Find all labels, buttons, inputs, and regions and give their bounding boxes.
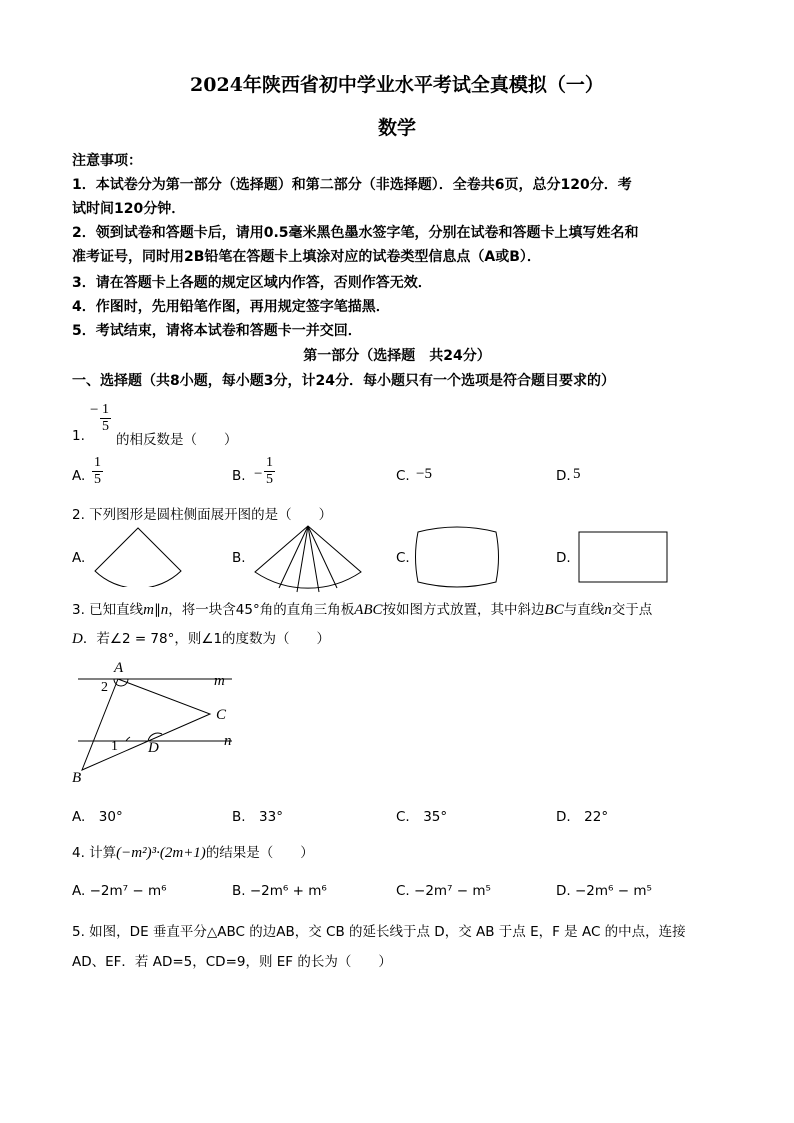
q1-option-d: 5 xyxy=(573,466,581,482)
q3-line1 xyxy=(72,598,652,619)
q3-t6: ．若∠2 = 78°，则∠1的度数为（ ） xyxy=(82,631,331,647)
q1-option-a xyxy=(92,455,103,488)
note-2a: 2．领到试卷和答题卡后，请用0.5毫米黑色墨水签字笔，分别在试卷和答题卡上填写姓名和 xyxy=(72,225,639,241)
fig-label-m: m xyxy=(214,673,225,689)
q5-line1: 5. 如图，DE 垂直平分△ABC 的边AB，交 CB 的延长线于点 D，交 AB 于点 E，F 是 AC 的中点，连接 xyxy=(72,924,686,940)
note-2b: 准考证号，同时用2B铅笔在答题卡上填涂对应的试卷类型信息点（A或B）． xyxy=(72,249,541,265)
q2-option-a-label: A. xyxy=(72,550,86,566)
q1-a-den: 5 xyxy=(94,472,101,487)
fig-label-b: B xyxy=(72,770,82,786)
q4-t1: 4. 计算 xyxy=(72,845,117,861)
page-title: 2024年陕西省初中学业水平考试全真模拟（一） xyxy=(190,74,604,96)
q1-b-num: 1 xyxy=(266,455,273,470)
fig-label-c: C xyxy=(216,707,227,723)
q3-t1: 3. 已知直线 xyxy=(72,602,144,618)
q1-b-den: 5 xyxy=(266,472,273,487)
q1-option-b xyxy=(264,455,275,488)
q3-n: n xyxy=(160,602,169,618)
section-heading: 一、选择题（共8小题，每小题3分，计24分．每小题只有一个选项是符合题目要求的） xyxy=(72,373,615,389)
q2-option-b-label: B. xyxy=(232,550,246,566)
q3-triangle-figure xyxy=(70,655,250,790)
q2-sector-figure xyxy=(92,525,184,587)
q3-t3: 按如图方式放置，其中斜边 xyxy=(382,602,545,618)
q1-option-a-label: A. xyxy=(72,468,86,484)
q3-abc: ABC xyxy=(354,602,383,618)
q3-option-c: C. 35° xyxy=(396,809,448,825)
note-1a: 1．本试卷分为第一部分（选择题）和第二部分（非选择题）．全卷共6页，总分120分．考 xyxy=(72,177,632,193)
fig-label-a: A xyxy=(114,660,124,676)
q1-fraction xyxy=(100,402,111,435)
fig-angle-1: 1 xyxy=(111,739,118,754)
q3-t2: ，将一块含45°角的直角三角板 xyxy=(168,602,355,618)
q3-option-b: B. 33° xyxy=(232,809,283,825)
q5-line2: AD、EF．若 AD=5，CD=9，则 EF 的长为（ ） xyxy=(72,954,392,970)
q3-n2: n xyxy=(604,602,612,618)
notes-heading: 注意事项： xyxy=(72,153,142,169)
fig-label-n: n xyxy=(224,733,232,749)
q3-t5: 交于点 xyxy=(611,602,653,618)
q1-fraction-num: 1 xyxy=(102,402,109,417)
q4-t2: 的结果是（ ） xyxy=(205,845,314,861)
fig-label-d: D xyxy=(148,740,159,756)
q3-line2 xyxy=(72,627,330,648)
q1-fraction-den: 5 xyxy=(102,419,109,434)
note-4: 4．作图时，先用铅笔作图，再用规定签字笔描黑． xyxy=(72,299,390,315)
q3-d: D xyxy=(72,631,83,647)
q1-option-c: −5 xyxy=(416,466,432,482)
q4-option-a: A. −2m⁷ − m⁶ xyxy=(72,883,167,899)
q4-option-b: B. −2m⁶ + m⁶ xyxy=(232,883,327,899)
q1-b-minus: − xyxy=(254,466,263,482)
q1-minus: − xyxy=(90,402,99,418)
q1-number: 1. xyxy=(72,428,85,444)
q3-parallel: ∥ xyxy=(154,602,161,618)
q2-option-c-label: C. xyxy=(396,550,410,566)
q2-rectangle-figure xyxy=(578,531,670,585)
note-1b: 试时间120分钟． xyxy=(72,201,186,217)
q3-bc: BC xyxy=(544,602,564,618)
q3-option-a: A. 30° xyxy=(72,809,123,825)
q1-option-c-label: C. xyxy=(396,468,410,484)
q1-a-num: 1 xyxy=(94,455,101,470)
q1-text: 的相反数是（ ） xyxy=(116,432,238,448)
q4-option-d: D. −2m⁶ − m⁵ xyxy=(556,883,652,899)
q2-text: 2. 下列图形是圆柱侧面展开图的是（ ） xyxy=(72,507,333,523)
note-3: 3．请在答题卡上各题的规定区域内作答，否则作答无效． xyxy=(72,275,432,291)
q3-t4: 与直线 xyxy=(563,602,605,618)
q4-line xyxy=(72,841,314,862)
q4-expression: (−m²)³·(2m+1) xyxy=(116,845,206,861)
q2-barrel-figure xyxy=(414,526,500,588)
part1-heading: 第一部分（选择题 共24分） xyxy=(303,348,491,364)
q1-option-d-label: D. xyxy=(556,468,571,484)
fig-angle-2: 2 xyxy=(101,680,108,695)
q3-option-d: D. 22° xyxy=(556,809,609,825)
q4-option-c: C. −2m⁷ − m⁵ xyxy=(396,883,491,899)
q2-option-d-label: D. xyxy=(556,550,571,566)
note-5: 5．考试结束，请将本试卷和答题卡一并交回． xyxy=(72,323,362,339)
subject-title: 数学 xyxy=(377,117,416,139)
q2-cone-figure xyxy=(252,524,364,596)
q3-m: m xyxy=(143,602,155,618)
q1-option-b-label: B. xyxy=(232,468,246,484)
